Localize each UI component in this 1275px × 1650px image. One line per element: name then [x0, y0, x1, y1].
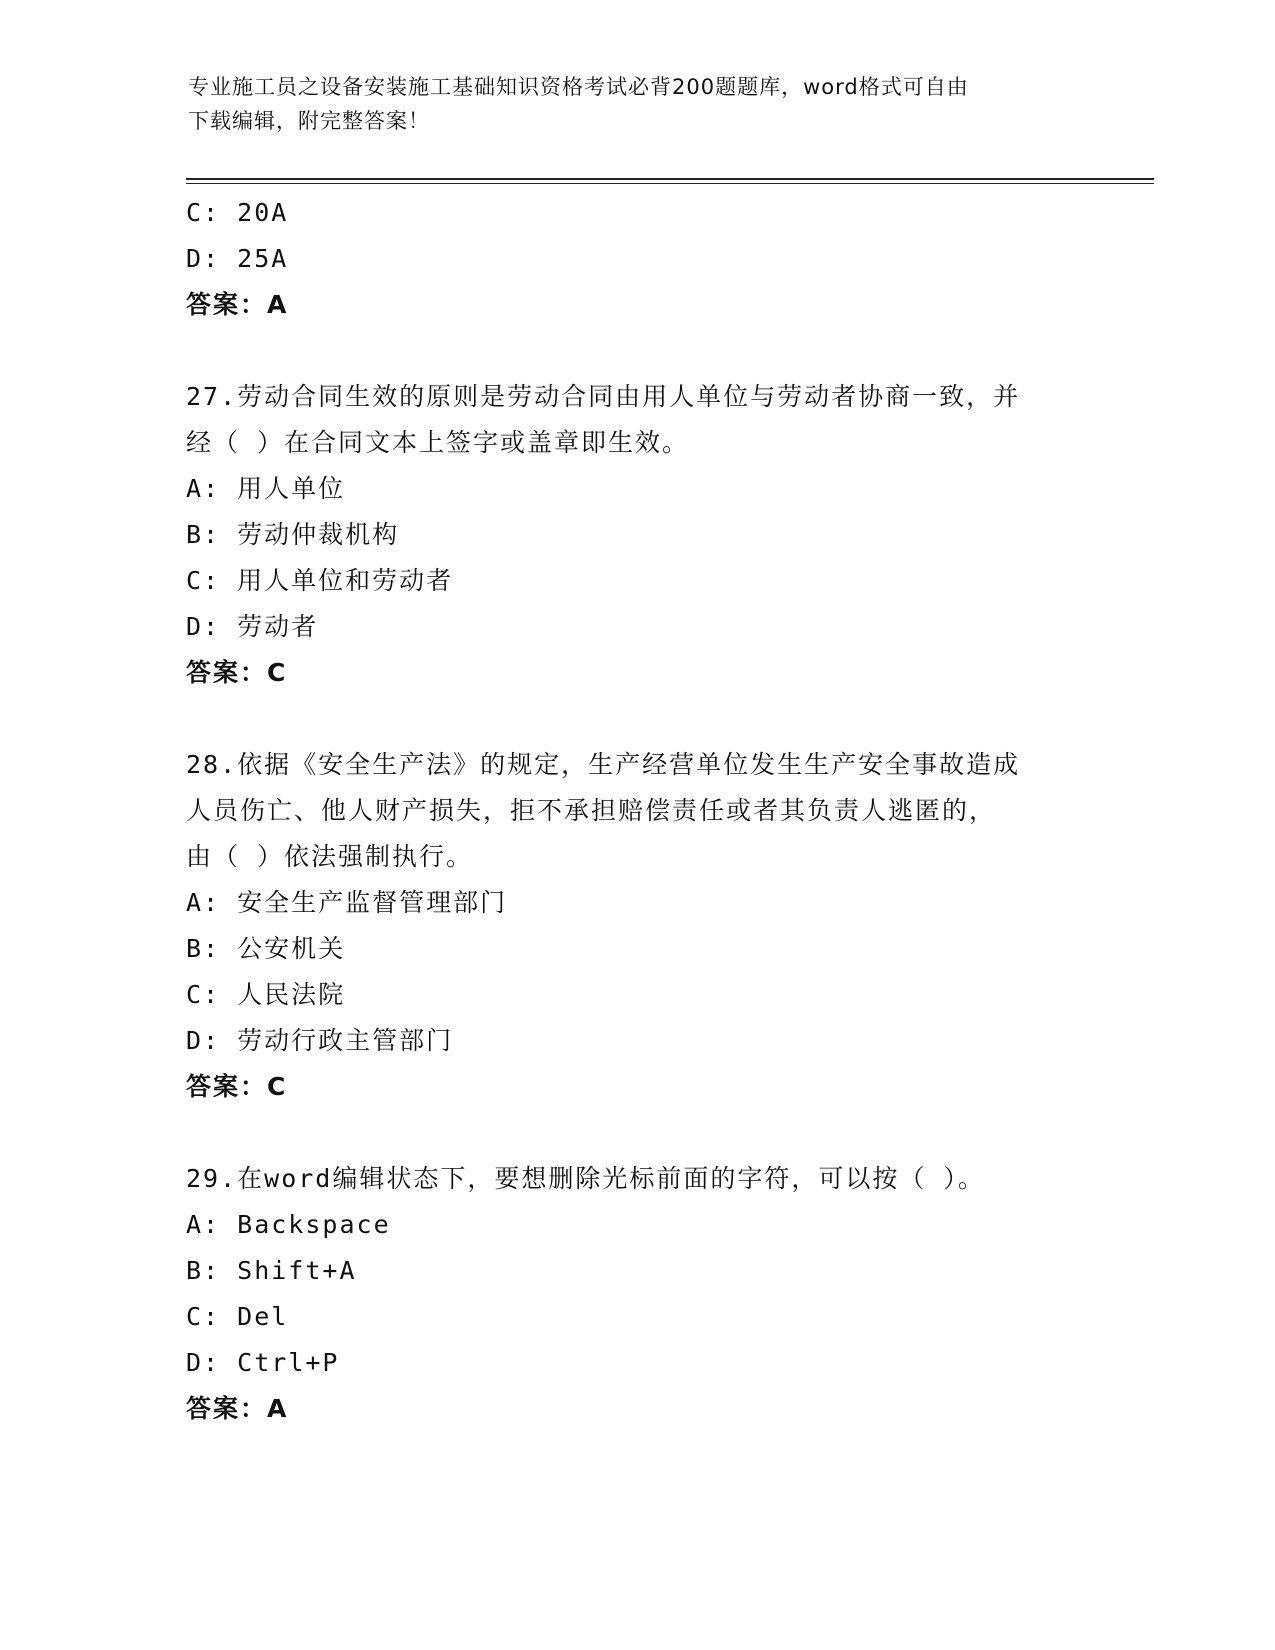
- document-body: [186, 190, 1086, 1432]
- option-b: B: 公安机关: [186, 934, 346, 963]
- option-b: B: Shift+A: [186, 1256, 357, 1285]
- option-d: D: 25A: [186, 244, 289, 273]
- question-text-line: 28.依据《安全生产法》的规定，生产经营单位发生生产安全事故造成: [186, 750, 1021, 779]
- answer-line: 答案：C: [186, 658, 288, 687]
- question-text-line: 由（ ）依法强制执行。: [186, 842, 474, 871]
- option-c: C: 用人单位和劳动者: [186, 566, 454, 595]
- option-c: C: Del: [186, 1302, 289, 1331]
- question-text-line: 27.劳动合同生效的原则是劳动合同由用人单位与劳动者协商一致，并: [186, 382, 1021, 411]
- question-28: [186, 742, 1086, 1110]
- header-line-2: 下载编辑，附完整答案！: [188, 109, 430, 133]
- answer-line: 答案：A: [186, 290, 289, 319]
- option-d: D: 劳动者: [186, 612, 319, 641]
- option-d: D: Ctrl+P: [186, 1348, 340, 1377]
- option-a: A: 用人单位: [186, 474, 346, 503]
- option-d: D: 劳动行政主管部门: [186, 1026, 454, 1055]
- question-text-line: 29.在word编辑状态下，要想删除光标前面的字符，可以按（ ）。: [186, 1164, 985, 1193]
- document-header: [188, 70, 1088, 138]
- option-a: A: 安全生产监督管理部门: [186, 888, 508, 917]
- answer-line: 答案：A: [186, 1394, 289, 1423]
- option-c: C: 20A: [186, 198, 289, 227]
- question-27: [186, 374, 1086, 696]
- header-rule-thin: [186, 183, 1154, 184]
- header-line-1: 专业施工员之设备安装施工基础知识资格考试必背200题题库，word格式可自由: [188, 75, 969, 99]
- header-rule-thick: [186, 178, 1154, 180]
- question-29: [186, 1156, 1086, 1432]
- question-text-line: 人员伤亡、他人财产损失，拒不承担赔偿责任或者其负责人逃匿的，: [186, 796, 997, 825]
- option-b: B: 劳动仲裁机构: [186, 520, 400, 549]
- partial-question: [186, 190, 1086, 328]
- question-text-line: 经（ ）在合同文本上签字或盖章即生效。: [186, 428, 690, 457]
- option-a: A: Backspace: [186, 1210, 391, 1239]
- answer-line: 答案：C: [186, 1072, 288, 1101]
- option-c: C: 人民法院: [186, 980, 346, 1009]
